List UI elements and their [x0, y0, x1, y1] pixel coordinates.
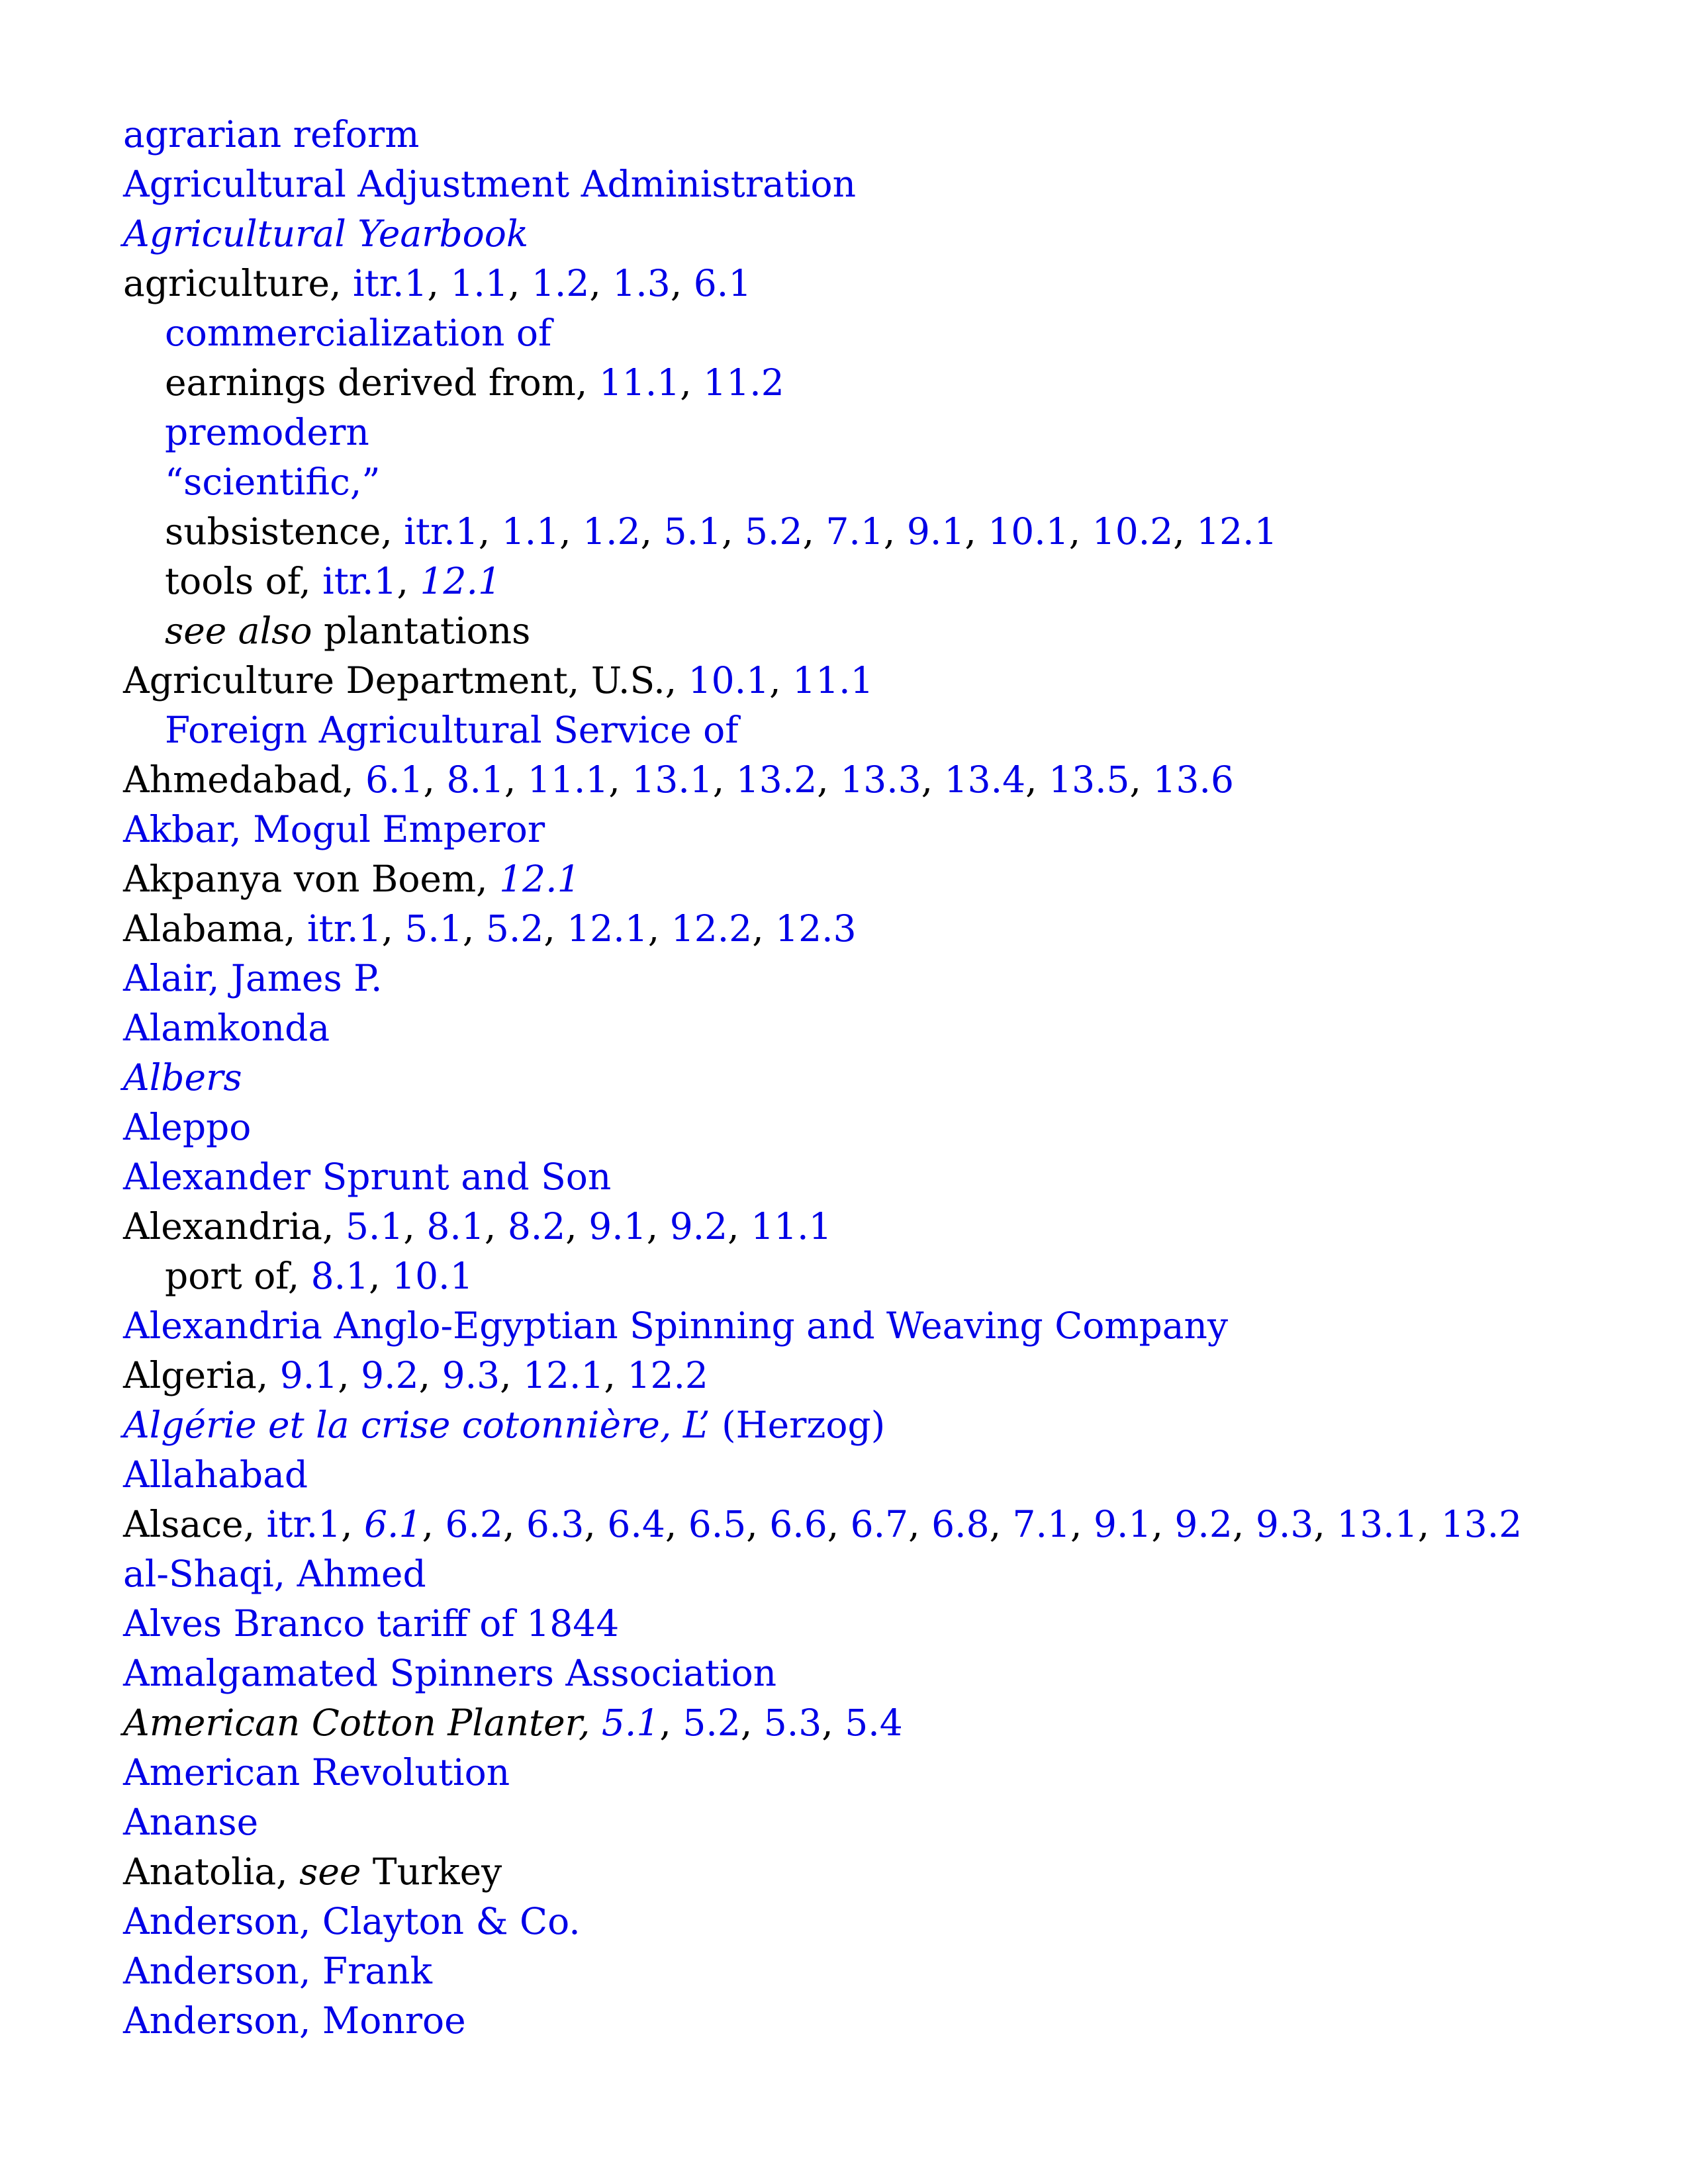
index-entry: [123, 1599, 1646, 1649]
index-subentry: [123, 408, 1646, 457]
index-entry: [123, 1847, 1646, 1897]
index-entry: [123, 1103, 1646, 1152]
index-text: ,: [908, 1503, 932, 1545]
index-link[interactable]: Alair, James P.: [123, 957, 383, 999]
index-link[interactable]: 13.4: [944, 758, 1026, 801]
index-subentry: [123, 507, 1646, 557]
index-link[interactable]: itr.1: [353, 262, 428, 304]
index-text: Alexandria,: [123, 1205, 346, 1248]
index-link[interactable]: 13.2: [1440, 1503, 1523, 1545]
index-text: Alsace,: [123, 1503, 267, 1545]
index-link[interactable]: 1.3: [612, 262, 671, 304]
index-entry: [123, 854, 1646, 904]
index-text: ,: [462, 907, 486, 950]
index-subentry: [123, 606, 1646, 656]
index-link[interactable]: 13.1: [1336, 1503, 1418, 1545]
index-text: ,: [921, 758, 945, 801]
index-entry: [123, 1450, 1646, 1500]
index-link[interactable]: 6.6: [769, 1503, 827, 1545]
index-text: ,: [500, 1354, 524, 1396]
index-link[interactable]: Albers: [123, 1056, 242, 1099]
index-link[interactable]: 8.1: [426, 1205, 485, 1248]
index-entry: [123, 904, 1646, 954]
index-link[interactable]: 9.1: [1093, 1503, 1152, 1545]
index-text: ,: [821, 1702, 845, 1744]
index-text: ,: [1068, 510, 1092, 553]
index-link[interactable]: 12.2: [627, 1354, 708, 1396]
index-link[interactable]: 13.3: [840, 758, 921, 801]
index-link[interactable]: 13.1: [632, 758, 713, 801]
index-text: Turkey: [361, 1850, 502, 1893]
index-text: ,: [1232, 1503, 1256, 1545]
index-text: ,: [646, 1205, 670, 1248]
index-link[interactable]: 6.4: [607, 1503, 665, 1545]
index-list: [123, 110, 1646, 2046]
index-link[interactable]: 9.1: [588, 1205, 647, 1248]
index-text: ,: [647, 907, 671, 950]
index-link[interactable]: 13.2: [735, 758, 818, 801]
index-link[interactable]: 6.1: [693, 262, 752, 304]
index-link[interactable]: itr.1: [404, 510, 479, 553]
index-link[interactable]: itr.1: [322, 560, 397, 602]
index-text: ,: [584, 1503, 608, 1545]
index-link[interactable]: 12.1: [523, 1354, 604, 1396]
index-text: agriculture,: [123, 262, 353, 304]
index-subentry: [123, 457, 1646, 507]
index-text: Anatolia,: [123, 1850, 300, 1893]
index-entry: [123, 1500, 1646, 1549]
index-text: tools of,: [165, 560, 323, 602]
index-text: ,: [478, 510, 502, 553]
index-entry: [123, 1649, 1646, 1698]
index-link[interactable]: 1.1: [450, 262, 508, 304]
index-text: ,: [418, 1354, 442, 1396]
index-entry: [123, 209, 1646, 259]
index-link[interactable]: 1.2: [531, 262, 590, 304]
index-text: ,: [504, 758, 528, 801]
index-link[interactable]: 12.1: [420, 560, 501, 602]
index-link[interactable]: 8.1: [446, 758, 504, 801]
index-entry: [123, 1400, 1646, 1450]
index-link[interactable]: Alves Branco tariff of 1844: [123, 1602, 620, 1645]
index-text: American Cotton Planter,: [123, 1702, 602, 1744]
index-text: ,: [397, 560, 420, 602]
index-link[interactable]: “scientific,”: [165, 461, 381, 503]
index-link[interactable]: 12.2: [671, 907, 753, 950]
index-entry: [123, 1351, 1646, 1400]
index-text: Ahmedabad,: [123, 758, 366, 801]
index-text: ,: [989, 1503, 1013, 1545]
index-text: port of,: [165, 1255, 311, 1297]
index-entry: [123, 755, 1646, 805]
index-text: ,: [381, 907, 405, 950]
index-link[interactable]: 9.3: [1255, 1503, 1314, 1545]
index-link[interactable]: commercialization of: [165, 312, 552, 354]
index-text: ,: [422, 1503, 445, 1545]
index-text: ,: [369, 1255, 393, 1297]
index-link[interactable]: Anderson, Frank: [123, 1950, 432, 1992]
index-link[interactable]: Anderson, Clayton & Co.: [123, 1900, 581, 1942]
index-subentry: [123, 1251, 1646, 1301]
index-link[interactable]: 11.1: [792, 659, 874, 702]
index-link[interactable]: 5.2: [485, 907, 544, 950]
index-subentry: [123, 308, 1646, 358]
index-link[interactable]: 6.1: [364, 1503, 422, 1545]
index-link[interactable]: 5.2: [682, 1702, 741, 1744]
index-link[interactable]: 12.1: [499, 858, 581, 900]
index-entry: [123, 1698, 1646, 1748]
index-link[interactable]: 9.1: [906, 510, 965, 553]
index-text: ,: [827, 1503, 851, 1545]
index-entry: [123, 954, 1646, 1003]
index-text: Algeria,: [123, 1354, 280, 1396]
index-link[interactable]: Akbar, Mogul Emperor: [123, 808, 545, 850]
index-link[interactable]: 13.6: [1152, 758, 1234, 801]
index-text: ,: [769, 659, 793, 702]
index-text: ,: [752, 907, 776, 950]
index-entry: [123, 656, 1646, 705]
index-text: plantations: [312, 610, 531, 652]
index-entry: [123, 1996, 1646, 2046]
index-text: ,: [341, 1503, 365, 1545]
index-entry: [123, 1549, 1646, 1599]
index-link[interactable]: Alamkonda: [123, 1007, 330, 1049]
index-text: ,: [565, 1205, 589, 1248]
index-text: ,: [659, 1702, 683, 1744]
index-entry: [123, 1003, 1646, 1053]
index-link[interactable]: 6.3: [526, 1503, 585, 1545]
index-link[interactable]: 5.1: [663, 510, 722, 553]
index-text: ,: [712, 758, 736, 801]
index-text: ,: [1173, 510, 1197, 553]
index-link[interactable]: 1.1: [501, 510, 560, 553]
index-link[interactable]: Alexander Sprunt and Son: [123, 1156, 612, 1198]
index-link[interactable]: 6.1: [365, 758, 424, 801]
index-text: ,: [559, 510, 583, 553]
index-link[interactable]: 9.2: [669, 1205, 728, 1248]
index-link[interactable]: itr.1: [307, 907, 382, 950]
index-link[interactable]: Foreign Agricultural Service of: [165, 709, 739, 751]
index-link[interactable]: 11.1: [751, 1205, 832, 1248]
index-entry: [123, 159, 1646, 209]
index-text: ,: [427, 262, 451, 304]
index-link[interactable]: 5.2: [745, 510, 803, 553]
index-text: ,: [883, 510, 907, 553]
index-text: ,: [665, 1503, 688, 1545]
index-text: ,: [1129, 758, 1153, 801]
index-entry: [123, 805, 1646, 854]
index-text: earnings derived from,: [165, 361, 599, 404]
index-text: ,: [604, 1354, 628, 1396]
index-link[interactable]: 8.1: [310, 1255, 369, 1297]
index-link[interactable]: 10.2: [1092, 510, 1174, 553]
index-subentry: [123, 557, 1646, 606]
index-link[interactable]: 9.3: [442, 1354, 500, 1396]
index-entry: [123, 110, 1646, 159]
index-text: ,: [543, 907, 567, 950]
index-link[interactable]: Aleppo: [123, 1106, 252, 1148]
index-text: ,: [1313, 1503, 1337, 1545]
index-link[interactable]: 5.3: [763, 1702, 822, 1744]
index-link[interactable]: 7.1: [1012, 1503, 1071, 1545]
index-text: ,: [423, 758, 447, 801]
index-text: ,: [727, 1205, 751, 1248]
index-text: ,: [1070, 1503, 1094, 1545]
index-text: ,: [680, 361, 704, 404]
index-entry: [123, 1152, 1646, 1202]
index-text: ,: [640, 510, 664, 553]
index-link[interactable]: Anderson, Monroe: [123, 1999, 466, 2042]
index-link[interactable]: Agricultural Yearbook: [123, 212, 529, 255]
index-link[interactable]: itr.1: [266, 1503, 342, 1545]
index-link[interactable]: Ananse: [123, 1801, 259, 1843]
index-text: ,: [670, 262, 694, 304]
index-link[interactable]: (Herzog): [710, 1404, 886, 1446]
index-link[interactable]: 11.1: [527, 758, 609, 801]
index-text: ,: [484, 1205, 508, 1248]
index-entry: [123, 259, 1646, 308]
index-text: Akpanya von Boem,: [123, 858, 500, 900]
index-link[interactable]: 11.1: [598, 361, 680, 404]
index-link[interactable]: 10.1: [392, 1255, 473, 1297]
index-text: see also: [165, 610, 312, 652]
index-text: Agriculture Department, U.S.,: [123, 659, 688, 702]
index-link[interactable]: 9.2: [1174, 1503, 1233, 1545]
index-text: Alabama,: [123, 907, 308, 950]
index-link[interactable]: 9.2: [361, 1354, 419, 1396]
index-link[interactable]: 9.1: [279, 1354, 338, 1396]
index-text: subsistence,: [165, 510, 404, 553]
index-subentry: [123, 705, 1646, 755]
index-entry: [123, 1897, 1646, 1946]
index-text: ,: [502, 1503, 526, 1545]
index-entry: [123, 1301, 1646, 1351]
index-link[interactable]: American Revolution: [123, 1751, 510, 1794]
index-link[interactable]: 6.2: [445, 1503, 503, 1545]
index-entry: [123, 1946, 1646, 1996]
index-link[interactable]: 12.1: [567, 907, 648, 950]
index-link[interactable]: 12.3: [775, 907, 857, 950]
index-link[interactable]: 12.1: [1196, 510, 1278, 553]
index-text: ,: [964, 510, 988, 553]
index-link[interactable]: 6.8: [931, 1503, 990, 1545]
index-link[interactable]: 6.7: [850, 1503, 909, 1545]
index-text: ,: [722, 510, 745, 553]
index-link[interactable]: al-Shaqi, Ahmed: [123, 1553, 426, 1595]
index-link[interactable]: agrarian reform: [123, 113, 420, 156]
index-text: ,: [1151, 1503, 1175, 1545]
index-link[interactable]: 1.2: [583, 510, 641, 553]
index-entry: [123, 1202, 1646, 1251]
index-text: ,: [589, 262, 613, 304]
index-text: ,: [746, 1503, 770, 1545]
index-link[interactable]: 7.1: [825, 510, 884, 553]
index-text: ,: [1025, 758, 1049, 801]
index-entry: [123, 1053, 1646, 1103]
index-link[interactable]: 11.2: [703, 361, 784, 404]
index-link[interactable]: Amalgamated Spinners Association: [123, 1652, 777, 1694]
index-text: ,: [508, 262, 532, 304]
index-text: ,: [403, 1205, 427, 1248]
index-link[interactable]: 13.5: [1049, 758, 1130, 801]
index-text: see: [299, 1850, 361, 1893]
index-link[interactable]: 10.1: [688, 659, 770, 702]
index-entry: [123, 1797, 1646, 1847]
index-link[interactable]: 10.1: [988, 510, 1069, 553]
index-subentry: [123, 358, 1646, 408]
index-link[interactable]: 5.1: [601, 1702, 660, 1744]
index-link[interactable]: Allahabad: [123, 1453, 308, 1496]
index-text: ,: [338, 1354, 361, 1396]
index-text: ,: [817, 758, 841, 801]
index-text: ,: [608, 758, 632, 801]
index-text: ,: [740, 1702, 764, 1744]
index-link[interactable]: 5.4: [845, 1702, 903, 1744]
index-link[interactable]: Algérie et la crise cotonnière, L’: [123, 1404, 710, 1446]
index-link[interactable]: 5.1: [404, 907, 463, 950]
index-link[interactable]: Alexandria Anglo-Egyptian Spinning and Weaving Company: [123, 1304, 1229, 1347]
index-link[interactable]: premodern: [165, 411, 369, 453]
index-link[interactable]: 8.2: [507, 1205, 566, 1248]
index-link[interactable]: Agricultural Adjustment Administration: [123, 163, 857, 205]
index-link[interactable]: 5.1: [345, 1205, 404, 1248]
index-entry: [123, 1748, 1646, 1797]
index-link[interactable]: 6.5: [688, 1503, 747, 1545]
index-text: ,: [802, 510, 826, 553]
index-text: ,: [1417, 1503, 1441, 1545]
